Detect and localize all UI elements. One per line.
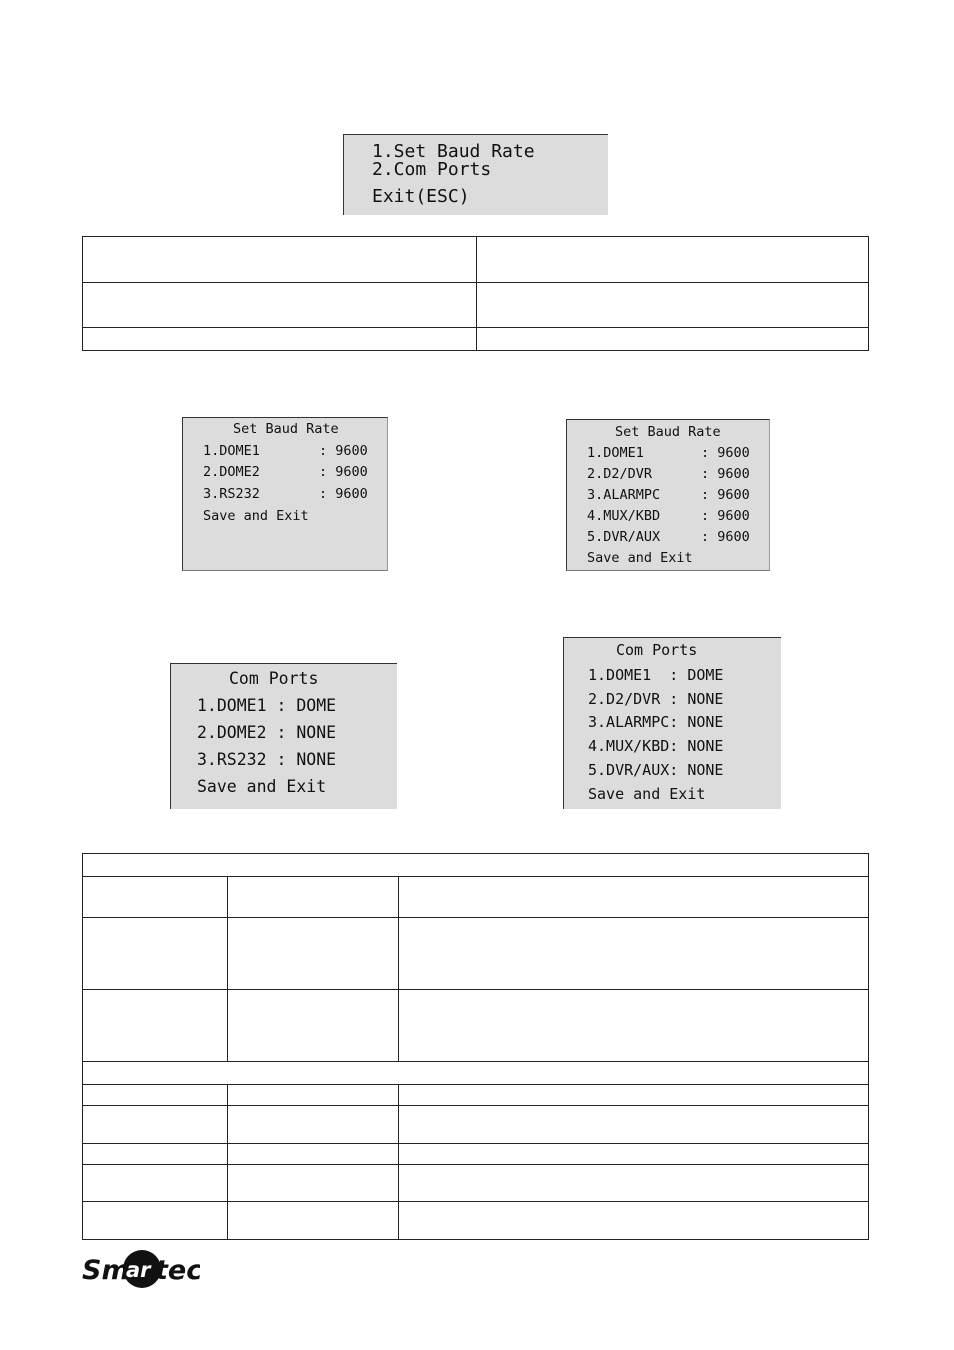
table-cell	[83, 283, 477, 328]
port-label[interactable]: 3.ALARMPC	[587, 487, 661, 503]
table-cell	[83, 1085, 228, 1106]
settings-table-top	[82, 236, 869, 351]
table-cell	[399, 1085, 869, 1106]
save-and-exit-item[interactable]: Save and Exit	[203, 508, 309, 524]
settings-table-bottom	[82, 853, 869, 1240]
table-cell	[83, 1165, 228, 1202]
table-cell	[83, 328, 477, 351]
save-and-exit-item[interactable]: Save and Exit	[588, 785, 706, 803]
port-baud-value[interactable]: : 9600	[319, 464, 368, 480]
menu-item-com-ports[interactable]: 2.Com Ports	[372, 159, 492, 180]
main-menu-panel	[343, 134, 608, 215]
port-baud-value[interactable]: : 9600	[701, 487, 750, 503]
table-cell	[399, 1106, 869, 1144]
port-baud-value[interactable]: : 9600	[319, 443, 368, 459]
table-cell	[477, 237, 869, 283]
panel-title: Set Baud Rate	[615, 424, 721, 440]
table-cell	[399, 877, 869, 918]
port-label[interactable]: 1.DOME1	[203, 443, 260, 459]
table-cell	[228, 1106, 399, 1144]
table-cell	[228, 1165, 399, 1202]
table-cell	[399, 1202, 869, 1240]
panel-title: Com Ports	[229, 669, 319, 688]
table-cell	[228, 877, 399, 918]
table-cell	[228, 1202, 399, 1240]
table-cell	[228, 1144, 399, 1165]
table-cell	[228, 990, 399, 1062]
com-port-row[interactable]: 1.DOME1 : DOME	[197, 696, 337, 715]
panel-title: Set Baud Rate	[233, 421, 339, 437]
table-cell	[228, 918, 399, 990]
port-label[interactable]: 5.DVR/AUX	[587, 529, 661, 545]
com-port-row[interactable]: 2.D2/DVR : NONE	[588, 690, 724, 708]
table-cell	[83, 854, 869, 877]
save-and-exit-item[interactable]: Save and Exit	[587, 550, 693, 566]
com-ports-panel-5-ports	[563, 637, 781, 809]
com-port-row[interactable]: 5.DVR/AUX: NONE	[588, 761, 724, 779]
table-cell	[399, 918, 869, 990]
table-cell	[83, 1144, 228, 1165]
port-baud-value[interactable]: : 9600	[319, 486, 368, 502]
port-label[interactable]: 3.RS232	[203, 486, 260, 502]
smartec-logo	[80, 1244, 200, 1294]
table-cell	[83, 877, 228, 918]
svg-text:tec: tec	[155, 1255, 200, 1286]
port-baud-value[interactable]: : 9600	[701, 508, 750, 524]
table-cell	[399, 990, 869, 1062]
panel-title: Com Ports	[616, 641, 698, 659]
table-cell	[83, 1202, 228, 1240]
port-label[interactable]: 1.DOME1	[587, 445, 644, 461]
table-cell	[477, 328, 869, 351]
baud-rate-panel-5-ports	[566, 419, 770, 571]
baud-rate-panel-3-ports	[182, 417, 388, 571]
table-cell	[83, 1106, 228, 1144]
table-cell	[477, 283, 869, 328]
table-cell	[83, 918, 228, 990]
com-port-row[interactable]: 2.DOME2 : NONE	[197, 723, 337, 742]
port-label[interactable]: 2.D2/DVR	[587, 466, 653, 482]
table-cell	[83, 990, 228, 1062]
svg-text:Sm: Sm	[82, 1255, 130, 1286]
port-baud-value[interactable]: : 9600	[701, 529, 750, 545]
com-port-row[interactable]: 1.DOME1 : DOME	[588, 666, 724, 684]
table-cell	[399, 1165, 869, 1202]
menu-item-set-baud-rate[interactable]: 1.Set Baud Rate	[372, 141, 535, 162]
table-cell	[399, 1144, 869, 1165]
com-port-row[interactable]: 4.MUX/KBD: NONE	[588, 737, 724, 755]
port-label[interactable]: 2.DOME2	[203, 464, 260, 480]
svg-text:ar: ar	[126, 1258, 151, 1282]
table-cell	[83, 1062, 869, 1085]
port-baud-value[interactable]: : 9600	[701, 445, 750, 461]
menu-item-exit[interactable]: Exit(ESC)	[372, 186, 470, 207]
table-cell	[83, 237, 477, 283]
save-and-exit-item[interactable]: Save and Exit	[197, 777, 327, 796]
table-cell	[228, 1085, 399, 1106]
com-port-row[interactable]: 3.ALARMPC: NONE	[588, 713, 724, 731]
port-baud-value[interactable]: : 9600	[701, 466, 750, 482]
port-label[interactable]: 4.MUX/KBD	[587, 508, 661, 524]
com-port-row[interactable]: 3.RS232 : NONE	[197, 750, 337, 769]
com-ports-panel-3-ports	[170, 663, 397, 809]
